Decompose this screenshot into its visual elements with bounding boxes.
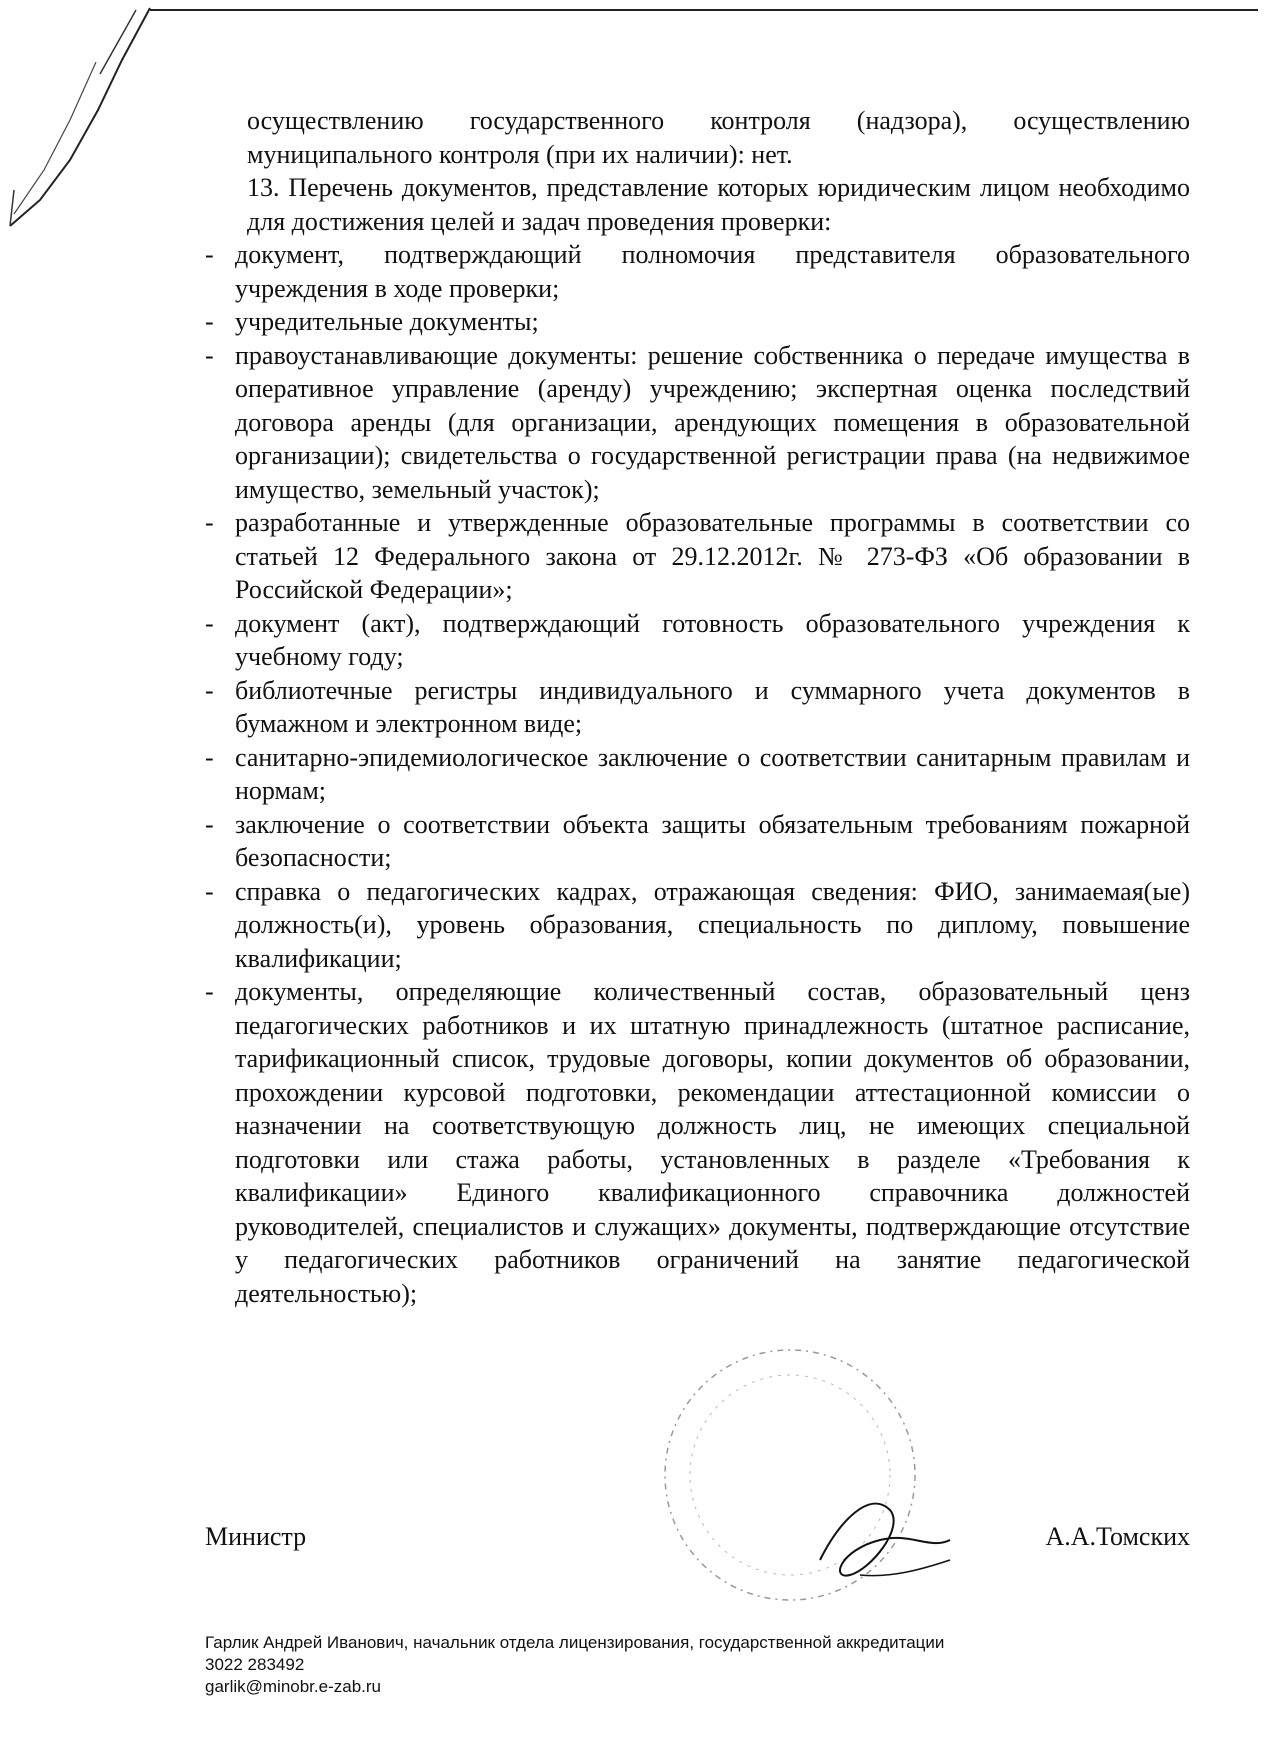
list-item: - разработанные и утвержденные образовательные программы в соответствии со статьей 12 Федерального закона от 29.12.2012г. № 273-ФЗ «Об образовании в Российской Федерации»; [205, 508, 1190, 604]
list-item: - санитарно-эпидемиологическое заключение о соответствии санитарным правилам и нормам; [205, 742, 1190, 805]
list-dash: - [205, 608, 214, 638]
scan-top-border [150, 9, 1258, 11]
list-dash: - [205, 742, 214, 772]
list-dash: - [205, 307, 214, 336]
list-dash: - [205, 508, 214, 537]
list-dash: - [205, 876, 214, 906]
list-item: - библиотечные регистры индивидуального и суммарного учета документов в бумажном и электронном виде; [205, 675, 1190, 738]
list-item: - документ (акт), подтверждающий готовность образовательного учреждения к учебному году; [205, 608, 1190, 671]
list-dash: - [205, 340, 214, 370]
contact-email: garlik@minobr.e-zab.ru [205, 1677, 381, 1696]
signatory-name: А.А.Томских [1045, 1522, 1190, 1551]
list-item: - учредительные документы; [205, 305, 1190, 339]
list-item: - правоустанавливающие документы: решение собственника о передаче имущества в оперативное управление (аренду) учреждению; экспертная оценка последствий договора аренды (для организации, арендующих помещения в образовательной организации); свидетельства о государственной регистрации права (на недвижимое имущество, земельный участок); [205, 340, 1190, 504]
list-dash: - [205, 809, 214, 839]
intro-paragraph: осуществлению государственного контроля (надзора), осуществлению муниципального контроля (при их наличии): нет. [247, 106, 1190, 169]
list-dash: - [205, 675, 214, 705]
list-dash: - [205, 240, 214, 269]
list-item: - заключение о соответствии объекта защиты обязательным требованиям пожарной безопасности; [205, 809, 1190, 872]
required-documents-list [205, 238, 1190, 1310]
signature-scribble [800, 1480, 960, 1590]
document-body [205, 104, 1190, 1310]
item-13-paragraph: 13. Перечень документов, представление которых юридическим лицом необходимо для достижения целей и задач проведения проверки: [247, 173, 1190, 236]
contact-phone: 3022 283492 [205, 1655, 305, 1674]
list-item: - документы, определяющие количественный состав, образовательный ценз педагогических работников и их штатную принадлежность (штатное расписание, тарификационный список, трудовые договоры, копии документов об образовании, прохождении курсовой подготовки, рекомендации аттестационной комиссии о назначении на соответствующую должность лиц, не имеющих специальной подготовки или стажа работы, установленных в разделе «Требования к квалификации» Единого квалификационного справочника должностей руководителей, специалистов и служащих» документы, подтверждающие отсутствие у педагогических работников ограничений на занятие педагогической деятельностью); [205, 977, 1190, 1308]
list-dash: - [205, 977, 214, 1006]
list-item: - документ, подтверждающий полномочия представителя образовательного учреждения в ходе проверки; [205, 240, 1190, 303]
contact-name: Гарлик Андрей Иванович, начальник отдела лицензирования, государственной аккредитации [205, 1633, 945, 1652]
scan-corner-mark [0, 0, 170, 240]
list-item: - справка о педагогических кадрах, отражающая сведения: ФИО, занимаемая(ые) должность(и), уровень образования, специальность по диплому, повышение квалификации; [205, 876, 1190, 973]
contact-footer [205, 1632, 944, 1698]
signatory-position: Министр [205, 1522, 307, 1551]
